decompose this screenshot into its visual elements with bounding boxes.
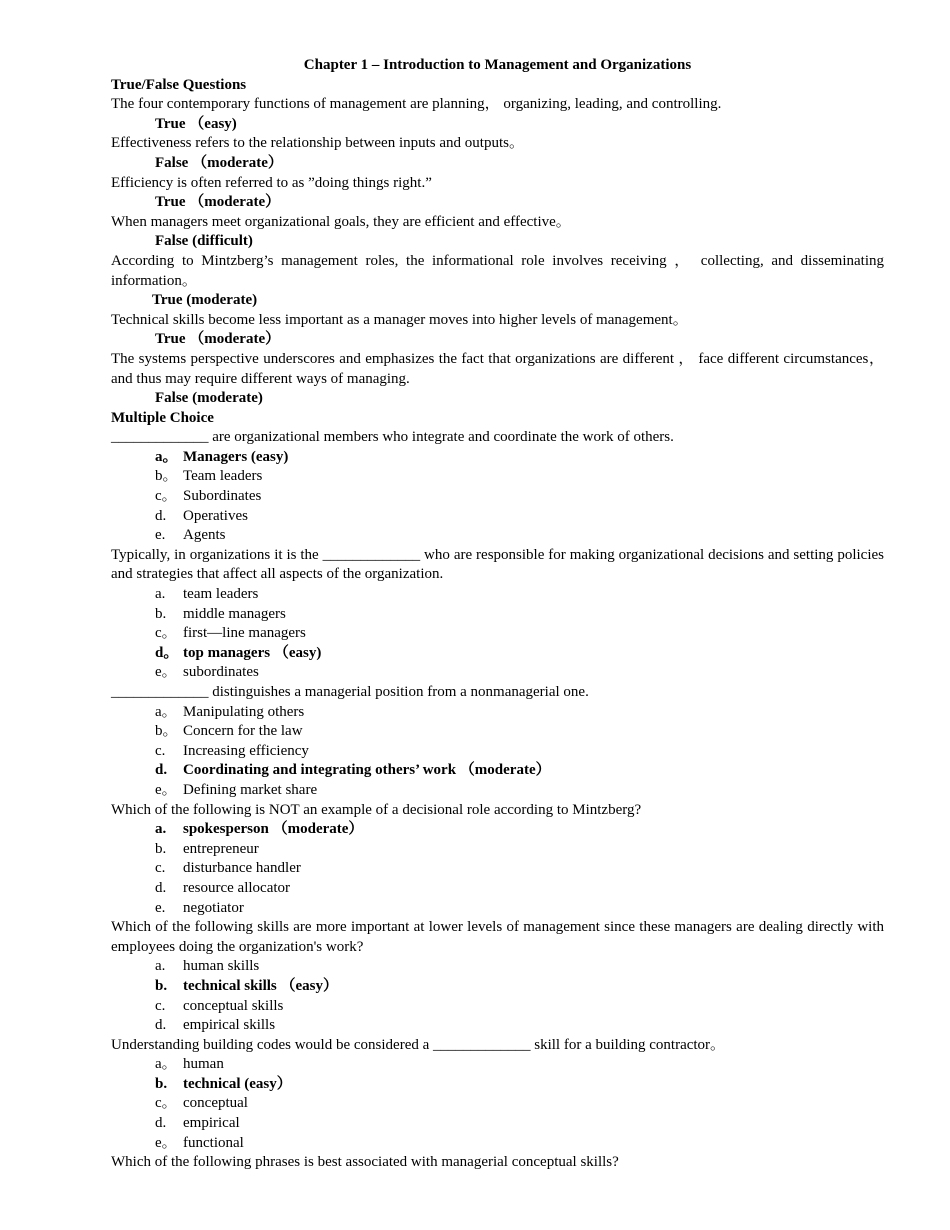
tf-answer: False (moderate) (155, 390, 263, 407)
tf-answer: False (difficult) (155, 233, 253, 250)
tf-question: Technical skills become less important as a manager moves into higher levels of management。 (111, 311, 688, 328)
mc-option: d. Coordinating and integrating others’ work （moderate） (155, 762, 551, 779)
page-title: Chapter 1 – Introduction to Management and Organizations (303, 57, 692, 73)
mc-option: c。 conceptual (155, 1095, 248, 1112)
tf-question: The systems perspective underscores and emphasizes the fact that organizations are different ， face different circumstances， and thus may require different ways of managing. (111, 350, 884, 387)
mc-question: Which of the following phrases is best associated with managerial conceptual skills? (111, 1154, 619, 1171)
tf-answer: False （moderate） (155, 154, 283, 171)
mc-option: c. Increasing efficiency (155, 742, 309, 759)
mc-heading: Multiple Choice (111, 409, 214, 426)
tf-question: When managers meet organizational goals, they are efficient and effective。 (111, 213, 571, 230)
mc-option: c. conceptual skills (155, 997, 284, 1014)
mc-option: d. empirical (155, 1115, 240, 1132)
mc-option: b。 Concern for the law (155, 723, 303, 740)
tf-question: Efficiency is often referred to as ”doing things right.” (111, 174, 432, 191)
mc-option: a. spokesperson （moderate） (155, 821, 364, 838)
mc-option: c. disturbance handler (155, 860, 301, 877)
mc-option: a. human skills (155, 958, 260, 975)
mc-option: b. entrepreneur (155, 840, 259, 857)
mc-option: c。 Subordinates (155, 488, 262, 505)
mc-option: a。 Manipulating others (155, 703, 305, 720)
mc-option: d. Operatives (155, 507, 248, 524)
mc-question: Typically, in organizations it is the _____________ who are responsible for making organizational decisions and setting policies and strategies that affect all aspects of the organization. (111, 546, 884, 583)
mc-option: b. middle managers (155, 605, 286, 622)
mc-question: _____________ are organizational members who integrate and coordinate the work of others. (111, 429, 674, 446)
mc-option: a。 human (155, 1056, 224, 1073)
mc-option: e. Agents (155, 527, 226, 544)
tf-question: The four contemporary functions of management are planning， organizing, leading, and controlling. (111, 96, 722, 113)
mc-option: d。 top managers （easy) (155, 644, 322, 661)
mc-option: d. resource allocator (155, 879, 291, 896)
mc-question: Understanding building codes would be considered a _____________ skill for a building contractor。 (111, 1036, 726, 1053)
tf-question: Effectiveness refers to the relationship between inputs and outputs。 (111, 135, 524, 152)
mc-option: e。 functional (155, 1134, 244, 1151)
mc-option: b. technical skills （easy） (155, 977, 339, 994)
tf-question: According to Mintzberg’s management roles, the informational role involves receiving ， collecting, and disseminating information。 (111, 252, 884, 289)
mc-question: _____________ distinguishes a managerial position from a nonmanagerial one. (111, 684, 589, 700)
mc-question: Which of the following skills are more important at lower levels of management since these managers are dealing directly with employees doing the organization's work? (111, 919, 884, 955)
mc-option: e。 Defining market share (155, 781, 318, 798)
mc-question: Which of the following is NOT an example of a decisional role according to Mintzberg? (111, 801, 642, 818)
mc-option: c。 first—line managers (155, 625, 306, 642)
mc-option: e. negotiator (155, 899, 244, 916)
mc-option: e。 subordinates (155, 664, 259, 681)
mc-option: b. technical (easy） (155, 1075, 292, 1092)
tf-answer: True （moderate） (155, 194, 281, 211)
tf-answer: True （moderate） (155, 331, 281, 348)
mc-option: a. team leaders (155, 586, 259, 603)
tf-heading: True/False Questions (111, 76, 247, 93)
mc-option: d. empirical skills (155, 1017, 276, 1034)
tf-answer: True (moderate) (152, 292, 258, 309)
mc-option: a。 Managers (easy) (155, 448, 289, 465)
mc-option: b。 Team leaders (155, 468, 263, 485)
tf-answer: True （easy) (155, 115, 237, 132)
document-page (111, 56, 884, 1173)
